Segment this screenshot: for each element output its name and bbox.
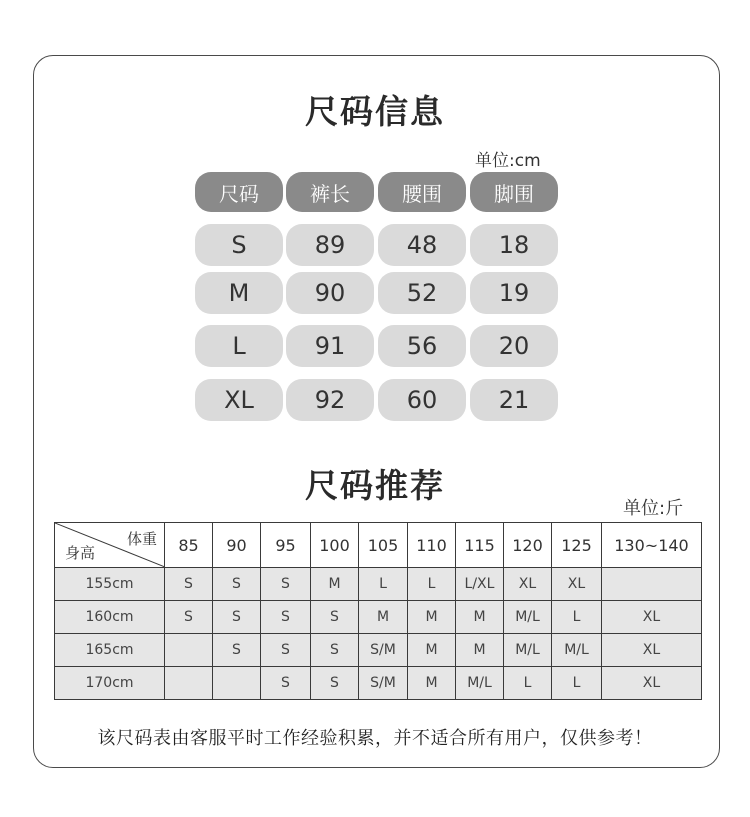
table-cell: M/L	[456, 667, 504, 700]
table-cell: S	[213, 568, 261, 601]
table-cell: S	[311, 667, 359, 700]
table-cell: L	[408, 568, 456, 601]
weight-header: 125	[552, 523, 602, 568]
size-recommend-table	[54, 522, 702, 700]
table-cell: S/M	[359, 667, 408, 700]
size-info-unit: 单位:cm	[475, 151, 541, 171]
table-cell: M	[408, 667, 456, 700]
table-cell: L	[504, 667, 552, 700]
table-cell: S	[311, 634, 359, 667]
table-row	[55, 667, 702, 700]
table-header-row	[55, 523, 702, 568]
size-cell: XL	[195, 379, 283, 421]
table-cell: S	[213, 601, 261, 634]
weight-header: 90	[213, 523, 261, 568]
weight-header: 85	[165, 523, 213, 568]
weight-label: 体重	[126, 530, 157, 548]
size-cell: L	[195, 325, 283, 367]
height-cell: 165cm	[55, 634, 165, 667]
size-cell: 60	[378, 379, 466, 421]
table-cell: M	[359, 601, 408, 634]
table-cell: S	[261, 601, 311, 634]
table-row	[55, 601, 702, 634]
size-cell: 21	[470, 379, 558, 421]
size-cell: 52	[378, 272, 466, 314]
weight-header: 110	[408, 523, 456, 568]
table-cell: M	[311, 568, 359, 601]
height-cell: 170cm	[55, 667, 165, 700]
table-cell: XL	[602, 634, 702, 667]
table-row	[55, 634, 702, 667]
weight-header: 130~140	[602, 523, 702, 568]
weight-header: 100	[311, 523, 359, 568]
table-row	[55, 568, 702, 601]
table-cell: S	[261, 667, 311, 700]
table-cell: XL	[602, 667, 702, 700]
recommend-title: 尺码推荐	[305, 466, 445, 505]
table-cell: L	[552, 667, 602, 700]
height-cell: 155cm	[55, 568, 165, 601]
table-cell: S	[261, 568, 311, 601]
size-cell: S	[195, 224, 283, 266]
size-cell: 90	[286, 272, 374, 314]
table-cell: XL	[504, 568, 552, 601]
size-header-size: 尺码	[195, 172, 283, 212]
size-header-waist: 腰围	[378, 172, 466, 212]
table-cell: M/L	[504, 634, 552, 667]
table-cell: M	[456, 601, 504, 634]
height-cell: 160cm	[55, 601, 165, 634]
size-cell: M	[195, 272, 283, 314]
size-info-title: 尺码信息	[305, 92, 445, 131]
table-cell: S	[261, 634, 311, 667]
size-cell: 91	[286, 325, 374, 367]
weight-header: 105	[359, 523, 408, 568]
table-cell: M	[408, 634, 456, 667]
table-cell: M	[456, 634, 504, 667]
table-corner-cell	[55, 523, 165, 568]
table-cell: M/L	[552, 634, 602, 667]
table-cell: S	[213, 634, 261, 667]
size-cell: 20	[470, 325, 558, 367]
weight-header: 115	[456, 523, 504, 568]
table-cell	[165, 667, 213, 700]
table-cell: XL	[602, 601, 702, 634]
table-cell: L/XL	[456, 568, 504, 601]
size-cell: 18	[470, 224, 558, 266]
table-cell: S	[165, 568, 213, 601]
table-cell	[602, 568, 702, 601]
size-cell: 89	[286, 224, 374, 266]
table-cell: M/L	[504, 601, 552, 634]
size-cell: 48	[378, 224, 466, 266]
recommend-unit: 单位:斤	[623, 498, 684, 519]
disclaimer-footnote: 该尺码表由客服平时工作经验积累，并不适合所有用户，仅供参考！	[97, 728, 653, 749]
table-cell: M	[408, 601, 456, 634]
size-header-hem: 脚围	[470, 172, 558, 212]
table-cell: S	[165, 601, 213, 634]
table-cell: XL	[552, 568, 602, 601]
size-cell: 92	[286, 379, 374, 421]
table-cell	[213, 667, 261, 700]
height-label: 身高	[65, 544, 96, 562]
table-cell: S	[311, 601, 359, 634]
size-header-length: 裤长	[286, 172, 374, 212]
table-cell	[165, 634, 213, 667]
weight-header: 120	[504, 523, 552, 568]
table-cell: L	[552, 601, 602, 634]
table-cell: L	[359, 568, 408, 601]
size-cell: 19	[470, 272, 558, 314]
size-cell: 56	[378, 325, 466, 367]
table-cell: S/M	[359, 634, 408, 667]
weight-header: 95	[261, 523, 311, 568]
